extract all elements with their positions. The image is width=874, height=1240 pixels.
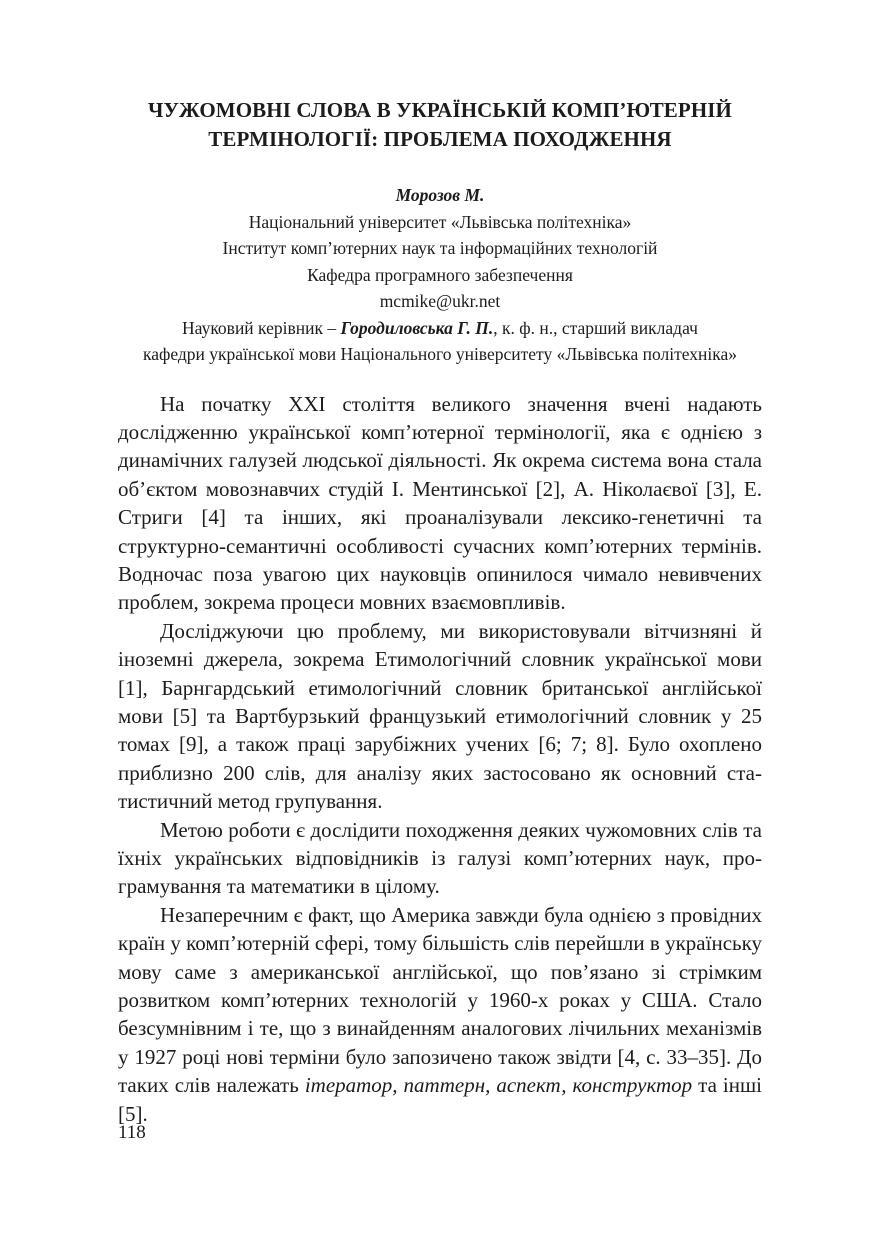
article-title xyxy=(118,96,762,154)
supervisor-department: кафедри української мови Національного університету «Львівська політехніка» xyxy=(143,344,737,364)
author-name: Морозов М. xyxy=(395,185,485,205)
supervisor-name: Городиловська Г. П. xyxy=(340,317,494,338)
title-line-1: ЧУЖОМОВНІ СЛОВА В УКРАЇНСЬКІЙ КОМП’ЮТЕРНІЙ xyxy=(148,98,732,122)
author-institute: Інститут комп’ютерних наук та інформаційних технологій xyxy=(222,238,658,258)
supervisor-line xyxy=(118,315,762,342)
paragraph-2: Досліджуючи цю проблему, ми використовували вітчизняні й іноземні джерела, зокрема Етимологічний словник української мови [1], Барнгардський етимологічний словник британської англійської мови [5] та Вартбурзький французький етимологічний словник у 25 томах [9], а також праці зарубіжних учених [6; 7; 8]. Було охоплено приблизно 200 слів, для аналізу яких застосовано як основний статистичний метод групування. xyxy=(118,618,762,814)
title-line-2: ТЕРМІНОЛОГІЇ: ПРОБЛЕМА ПОХОДЖЕННЯ xyxy=(208,127,672,151)
supervisor-suffix: , к. ф. н., старший викладач xyxy=(493,317,698,338)
supervisor-prefix: Науковий керівник – xyxy=(182,317,341,338)
paragraph-3: Метою роботи є дослідити походження деяких чужомовних слів та їхніх українських відповідників із галузі комп’ютерних наук, програмування та математики в цілому. xyxy=(118,817,762,899)
article xyxy=(118,96,762,1128)
paragraph-4-terms: ітератор, паттерн, аспект, конструктор xyxy=(304,1073,693,1098)
author-email: mcmike@ukr.net xyxy=(379,291,501,311)
author-department: Кафедра програмного забезпечення xyxy=(307,264,573,285)
author-block xyxy=(118,182,762,368)
paragraph-4 xyxy=(118,901,762,1128)
paragraph-4-end: та інші [5]. xyxy=(118,1073,762,1126)
page-number: 118 xyxy=(118,1122,146,1143)
author-university: Національний університет «Львівська політехніка» xyxy=(248,211,632,232)
paragraph-4-text: Незаперечним є факт, що Америка завжди була однією з провідних країн у комп’ютерній сфері, тому більшість слів перейшли в українську мову саме з американської англійської, що пов’язано зі стрімким розвитком комп’ютерних технологій у 1960-х роках у США. Стало безсумнівним і те, що з винайденням аналогових лічильних механізмів у 1927 році нові терміни було запозичено також звідти [4, с. 33–35]. До таких слів належать xyxy=(118,902,762,1098)
paragraph-1: На початку XXI століття великого значення вчені надають дослідженню української комп’ютерної термінології, яка є однією з динамічних галузей людської діяльності. Як окрема система вона стала об’єктом мовознавчих студій І. Ментинської [2], А. Ніколаєвої [3], Е. Стриги [4] та інших, які проаналізували лексико-генетичні та структурно-семантичні особливості сучасних комп’ютерних термінів. Водночас поза увагою цих науковців опинилося чимало невивчених проблем, зокрема процеси мовних взаємовпливів. xyxy=(118,391,762,615)
article-body xyxy=(118,390,762,1129)
